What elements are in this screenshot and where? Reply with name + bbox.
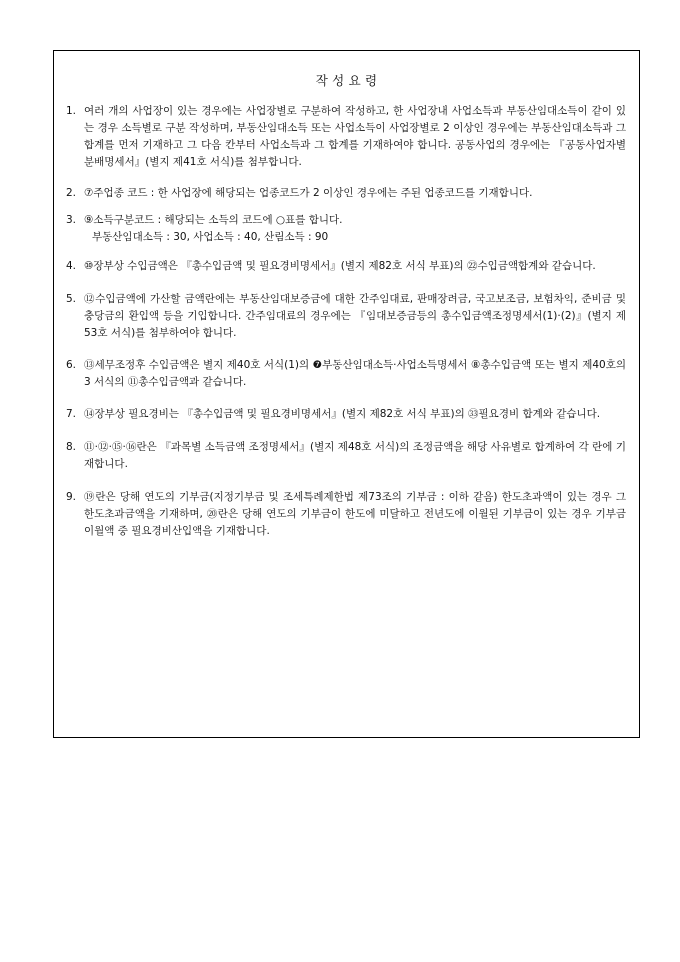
instruction-list [66,103,626,554]
instruction-item-5 [66,291,626,342]
item-number: 3. [66,214,77,226]
instruction-item-2 [66,185,626,202]
item-number: 8. [66,441,77,453]
instruction-item-4 [66,258,626,275]
item-number: 5. [66,293,77,305]
item-number: 1. [66,105,77,117]
item-text: 여러 개의 사업장이 있는 경우에는 사업장별로 구분하여 작성하고, 한 사업장내 사업소득과 부동산임대소득이 같이 있는 경우 소득별로 구분 작성하며, 부동산임대소득 또는 사업소득이 사업장별로 2 이상인 경우에는 부동산임대소득과 그 합계를 먼저 기재하고 그 다음 칸부터 사업소득과 그 합계를 기재하여야 합니다. 공동사업의 경우에는 『공동사업자별 분배명세서』(별지 제41호 서식)를 첨부합니다. [84,105,626,168]
instruction-item-6 [66,357,626,391]
item-text: ⑦주업종 코드 : 한 사업장에 해당되는 업종코드가 2 이상인 경우에는 주된 업종코드를 기재합니다. [84,187,533,199]
instruction-item-8 [66,439,626,473]
item-number: 6. [66,359,77,371]
item-subtext: 부동산임대소득 : 30, 사업소득 : 40, 산림소득 : 90 [92,231,329,243]
instruction-item-7 [66,406,626,423]
item-text: ⑲란은 당해 연도의 기부금(지정기부금 및 조세특례제한법 제73조의 기부금 : 이하 같음) 한도초과액이 있는 경우 그 한도초과금액을 기재하며, ⑳란은 당해 연도의 기부금이 한도에 미달하고 전년도에 이월된 기부금이 있는 경우 기부금이월액 중 필요경비산입액을 기재합니다. [84,491,626,537]
item-text: ⑭장부상 필요경비는 『총수입금액 및 필요경비명세서』(별지 제82호 서식 부표)의 ㉝필요경비 합계와 같습니다. [84,408,601,420]
item-text: ⑪·⑫·⑮·⑯란은 『과목별 소득금액 조정명세서』(별지 제48호 서식)의 조정금액을 해당 사유별로 합계하여 각 란에 기재합니다. [84,441,626,470]
item-number: 9. [66,491,77,503]
item-text: ⑬세무조정후 수입금액은 별지 제40호 서식(1)의 ❼부동산임대소득·사업소득명세서 ⑧총수입금액 또는 별지 제40호의 3 서식의 ⑪총수입금액과 같습니다. [84,359,626,388]
item-number: 7. [66,408,77,420]
instructions-box [53,50,640,738]
document-title: 작 성 요 령 [315,73,378,88]
item-number: 4. [66,260,77,272]
instruction-item-9 [66,489,626,540]
item-text: ⑫수입금액에 가산할 금액란에는 부동산임대보증금에 대한 간주임대료, 판매장려금, 국고보조금, 보험차익, 준비금 및 충당금의 환입액 등을 기입합니다. 간주임대료의 경우에는 『임대보증금등의 총수입금액조정명세서(1)·(2)』(별지 제53호 서식)를 첨부하여야 합니다. [84,293,626,339]
item-number: 2. [66,187,77,199]
item-text: ⑩장부상 수입금액은 『총수입금액 및 필요경비명세서』(별지 제82호 서식 부표)의 ㉒수입금액합계와 같습니다. [84,260,596,272]
item-text: ⑨소득구분코드 : 해당되는 소득의 코드에 ○표를 합니다. [84,214,343,226]
instruction-item-1 [66,103,626,171]
instruction-item-3 [66,212,626,246]
